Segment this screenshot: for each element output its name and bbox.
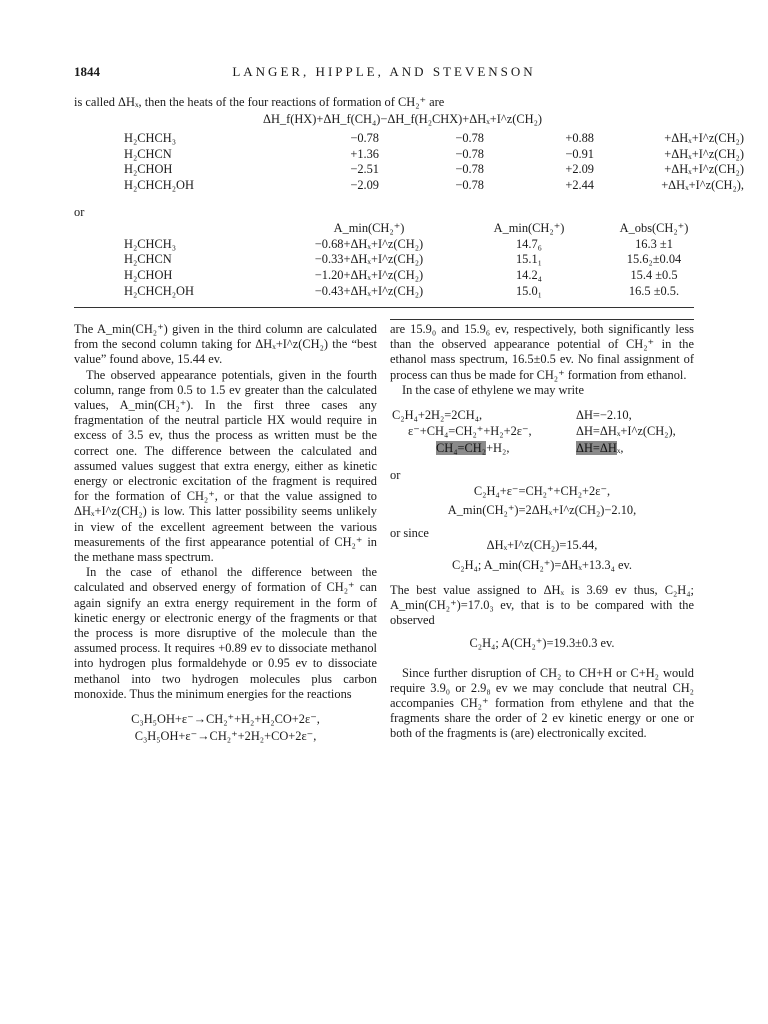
running-title: LANGER, HIPPLE, AND STEVENSON [232,64,536,79]
equation: ΔH=ΔHₓ+I^z(CH₂), [576,424,676,439]
value-cell: −0.78 [350,131,379,146]
paragraph: are 15.9₀ and 15.9₆ ev, respectively, both significantly less than the observed appearance potential of CH₂⁺ in the ethanol mass spectrum, 16.5±0.5 ev. No final assignment of process can thus be made for CH₂⁺ formation from ethanol. [390,322,694,382]
page-number: 1844 [74,64,100,79]
value-cell: 14.2₄ [515,267,542,282]
value-cell: +2.44 [565,177,594,192]
value-cell: −0.78 [455,177,484,192]
equation: CH₄=CH₂+H₂, [436,441,510,456]
value-cell: 15.0₁ [515,283,542,298]
value-cell: −0.78 [455,131,484,146]
paragraph: The A_min(CH₂⁺) given in the third column are calculated from the second column taking for ΔHₓ+I^z(CH₂) the “best value” found above, 15.44 ev. [74,322,377,367]
page-header [74,64,694,80]
value-cell: −0.78 [455,162,484,177]
compound-cell: H₂CHCN [124,252,172,267]
value-cell: 16.3 ±1 [635,236,673,251]
equation: ΔH=−2.10, [576,408,632,423]
column-rule [390,319,694,320]
compound-cell: H₂CHOH [124,267,173,282]
or-since-label: or since [390,526,429,541]
column-header: A_min(CH₂⁺) [333,221,405,236]
equation: C₂H₄; A(CH₂⁺)=19.3±0.3 ev. [469,636,615,651]
compound-cell: H₂CHCH₂OH [124,283,194,298]
column-header: A_min(CH₂⁺) [493,221,565,236]
value-cell: −2.09 [350,177,379,192]
value-cell: +2.09 [565,162,594,177]
intro-formula: ΔH_f(HX)+ΔH_f(CH₄)−ΔH_f(H₂CHX)+ΔHₓ+I^z(CH₂) [263,112,543,126]
equation: ΔH=ΔHₓ, [576,441,624,456]
or-label: or [390,468,401,483]
equation: C₃H₅OH+ε⁻→CH₂⁺+H₂+H₂CO+2ε⁻, [131,712,320,727]
column-header: A_obs(CH₂⁺) [619,221,689,236]
table-row [124,237,704,253]
paragraph: In the case of ethanol the difference between the calculated and observed energy of formation of CH₂⁺ can again signify an extra energy requirement in the form of kinetic energy or electronic energy of the fragments or that the process is more disruptive of the molecule than the assumed process. It requires +0.89 ev to dissociate methanol into hydrogen plus formaldehyde or 0.95 ev to dissociate methanol into two hydrogen molecules plus carbon monoxide. Thus the minimum energies for the reactions [74,565,377,701]
equation: C₂H₄+ε⁻=CH₂⁺+CH₂+2ε⁻, [473,484,611,499]
appearance-potential-table [124,221,704,299]
paragraph: In the case of ethylene we may write [402,382,584,397]
table-row [124,147,744,163]
value-cell: 15.1₁ [515,252,542,267]
equation: ε⁻+CH₄=CH₂⁺+H₂+2ε⁻, [408,424,532,439]
value-cell: +1.36 [350,146,379,161]
value-cell: −2.51 [350,162,379,177]
value-cell: −0.78 [455,146,484,161]
table-row [124,162,744,178]
table-rule [74,307,694,308]
equation: ΔHₓ+I^z(CH₂)=15.44, [486,538,598,553]
table-row [124,268,704,284]
paragraph: The best value assigned to ΔHₓ is 3.69 ev thus, C₂H₄; A_min(CH₂⁺)=17.0₃ ev, that is to be compared with the observed [390,582,694,628]
table-row [124,178,744,194]
value-cell: 15.6₂±0.04 [626,252,682,267]
value-cell: −0.33+ΔHₓ+I^z(CH₂) [314,252,424,267]
left-column [74,322,377,744]
equation: C₂H₄+2H₂=2CH₄, [392,408,483,423]
value-cell: +ΔHₓ+I^z(CH₂) [664,162,744,177]
value-cell: +ΔHₓ+I^z(CH₂) [664,131,744,146]
table-row [124,283,704,299]
value-cell: −0.68+ΔHₓ+I^z(CH₂) [314,236,424,251]
value-cell: 14.7₆ [515,236,542,251]
equation: A_min(CH₂⁺)=2ΔHₓ+I^z(CH₂)−2.10, [447,503,637,518]
highlighted-text: ΔH=ΔH [576,441,617,456]
table-row [124,131,744,147]
intro-text: is called ΔHₓ, then the heats of the four reactions of formation of CH₂⁺ are [74,95,445,109]
value-cell: 15.4 ±0.5 [630,267,678,282]
compound-cell: H₂CHCH₃ [124,131,177,146]
compound-cell: H₂CHCH₃ [124,236,177,251]
compound-cell: H₂CHCN [124,146,172,161]
or-label: or [74,205,85,219]
highlighted-text: CH₄=CH₂ [436,441,487,456]
paragraph: Since further disruption of CH₂ to CH+H or C+H₂ would require 3.9₀ or 2.9₈ ev we may conclude that neutral CH₂ accompanies CH₂⁺ formation from ethylene and that the fragments share the order of 2 ev kinetic energy or one or both of the fragments is (are) electronically excited. [390,665,694,741]
compound-cell: H₂CHOH [124,162,173,177]
value-cell: −0.43+ΔHₓ+I^z(CH₂) [314,283,424,298]
value-cell: −0.91 [565,146,594,161]
compound-cell: H₂CHCH₂OH [124,177,194,192]
value-cell: −1.20+ΔHₓ+I^z(CH₂) [314,267,424,282]
table-row [124,252,704,268]
equation-block [390,408,694,460]
value-cell: +0.88 [565,131,594,146]
value-cell: +ΔHₓ+I^z(CH₂) [664,146,744,161]
equation: C₃H₅OH+ε⁻→CH₂⁺+2H₂+CO+2ε⁻, [134,729,317,744]
paragraph: The observed appearance potentials, given in the fourth column, range from 0.5 to 1.5 ev greater than the calculated values, A_min(CH₂⁺). In the first three cases any fragmentation of the neutral particle HX would require in excess of 3.5 ev, thus the process as written must be the correct one. The difference between the calculated and assumed values suggest that extra energy, either as kinetic energy or electronic excitation of the fragment is required for the formation of CH₂⁺, or that the value assigned to ΔHₓ+I^z(CH₂) is low. This latter possibility seems unlikely in view of the excellent agreement between the various measurements of the first appearance potential of CH₂⁺ in the methane mass spectrum. [74,367,377,565]
reaction-heats-table [124,131,744,193]
value-cell: 16.5 ±0.5. [628,283,680,298]
value-cell: +ΔHₓ+I^z(CH₂), [661,177,744,192]
right-column [390,322,694,742]
equation: C₂H₄; A_min(CH₂⁺)=ΔHₓ+13.3₄ ev. [451,557,633,572]
table-header-row [124,221,704,237]
